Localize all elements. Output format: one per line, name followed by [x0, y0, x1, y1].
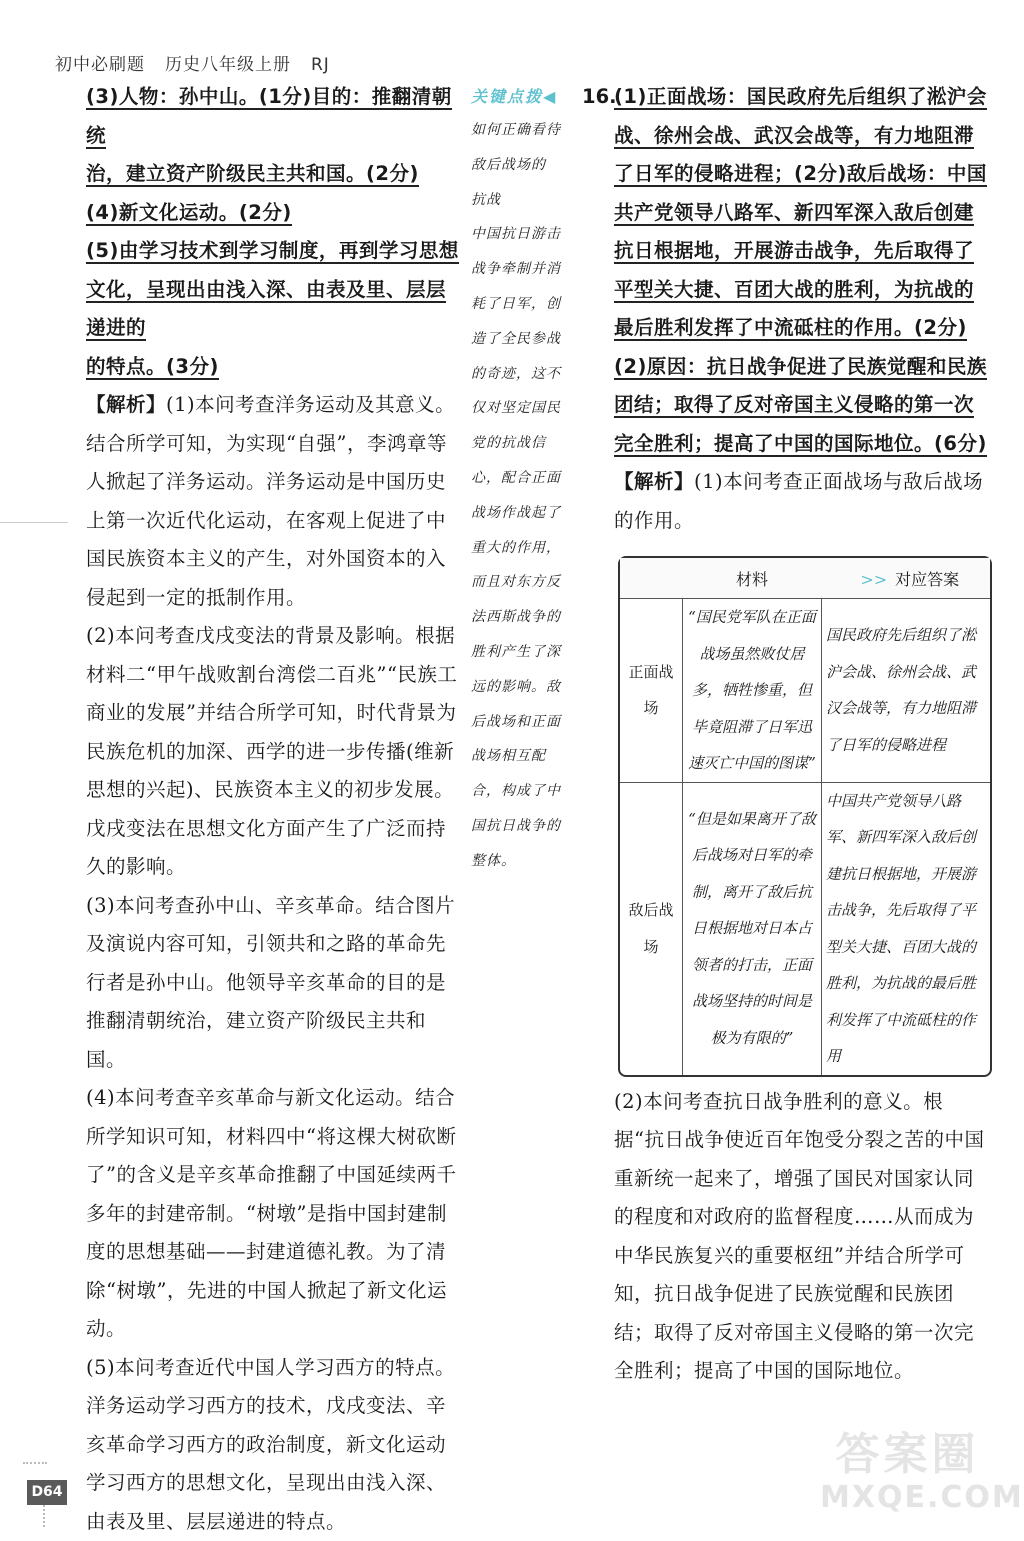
row-material: “但是如果离开了敌后战场对日军的牵制，离开了敌后抗日根据地对日本占领者的打击，正面战场坚持的时间是极为有限的”	[683, 782, 822, 1075]
key-tip-line: 战场相互配	[471, 739, 589, 774]
key-tip-line: 敌后战场的	[471, 148, 589, 183]
series-name: 初中必刷题	[55, 55, 145, 75]
analysis-4: (4)本问考查辛亥革命与新文化运动。结合所学知识可知，材料四中“将这棵大树砍断了”的含义是辛亥革命推翻了中国延续两千多年的封建帝制。“树墩”是指中国封建制度的思想基础——封建道德礼教。为了清除“树墩”，先进的中国人掀起了新文化运动。	[86, 1079, 464, 1349]
page-header	[55, 50, 330, 75]
key-tip-line: 如何正确看待	[471, 113, 589, 148]
key-tip-line: 造了全民参战	[471, 322, 589, 357]
decorative-dots	[43, 1505, 45, 1527]
key-tip-title: 关键点拨◀	[471, 84, 589, 107]
analysis-5: (5)本问考查近代中国人学习西方的特点。洋务运动学习西方的技术，戊戌变法、辛亥革命学习西方的政治制度，新文化运动学习西方的思想文化，呈现出由浅入深、由表及里、层层递进的特点。	[86, 1349, 464, 1541]
analysis-2: (2)本问考查戊戌变法的背景及影响。根据材料二“甲午战败割台湾偿二百兆”“民族工商业的发展”并结合所学可知，时代背景为民族危机的加深、西学的进一步传播(维新思想的兴起)、民族资本主义的初步发展。戊戌变法在思想文化方面产生了广泛而持久的影响。	[86, 617, 464, 887]
key-tip-line: 中国抗日游击	[471, 217, 589, 252]
answer-3: (3)人物：孙中山。(1分)目的：推翻清朝统 治，建立资产阶级民主共和国。(2分)	[86, 78, 464, 194]
key-tip-line: 整体。	[471, 844, 589, 879]
question-number: 16.	[582, 78, 617, 117]
header-answer: >> 对应答案	[822, 558, 991, 599]
key-tip-line: 心，配合正面	[471, 461, 589, 496]
table-row	[620, 599, 990, 783]
watermark-logo: 答案圈 MXQE.COM	[820, 1430, 995, 1525]
key-tip-line: 胜利产生了深	[471, 635, 589, 670]
margin-rule	[0, 522, 68, 523]
answer-16-1: (1)正面战场：国民政府先后组织了淞沪会战、徐州会战、武汉会战等，有力地阻滞了日军的侵略进程；(2分)敌后战场：中国共产党领导八路军、新四军深入敌后创建抗日根据地，开展游击战争，先后取得了平型关大捷、百团大战的胜利，为抗战的最后胜利发挥了中流砥柱的作用。(2分)	[614, 78, 992, 348]
answer-16-2: (2)原因：抗日战争促进了民族觉醒和民族团结；取得了反对帝国主义侵略的第一次完全胜利；提高了中国的国际地位。(6分)	[614, 348, 992, 464]
comparison-table	[618, 556, 992, 1077]
edition: RJ	[311, 55, 330, 75]
answer-4: (4)新文化运动。(2分)	[86, 194, 464, 233]
analysis-tag: 【解析】	[86, 393, 166, 416]
key-tip-line: 国抗日战争的	[471, 809, 589, 844]
table-row	[620, 782, 990, 1075]
header-material: 材料	[683, 558, 822, 599]
analysis-16-1: 【解析】(1)本问考查正面战场与敌后战场的作用。	[614, 463, 992, 540]
key-tip-line: 远的影响。敌	[471, 670, 589, 705]
right-column	[614, 78, 992, 1391]
left-column	[86, 78, 464, 1541]
analysis-1: 【解析】(1)本问考查洋务运动及其意义。结合所学可知，为实现“自强”，李鸿章等人掀起了洋务运动。洋务运动是中国历史上第一次近代化运动，在客观上促进了中国民族资本主义的产生，对外国资本的入侵起到一定的抵制作用。	[86, 386, 464, 617]
table-corner	[620, 558, 683, 599]
double-chevron-icon: >>	[860, 570, 887, 589]
page-number: D64	[27, 1480, 67, 1505]
analysis-16-2: (2)本问考查抗日战争胜利的意义。根据“抗日战争使近百年饱受分裂之苦的中国重新统一起来了，增强了国民对国家认同的程度和对政府的监督程度……从而成为中华民族复兴的重要枢纽”并结合所学可知，抗日战争促进了民族觉醒和民族团结；取得了反对帝国主义侵略的第一次完全胜利；提高了中国的国际地位。	[614, 1083, 992, 1391]
key-tip-line: 党的抗战信	[471, 426, 589, 461]
row-name: 正面战场	[620, 599, 683, 783]
row-answer: 国民政府先后组织了淞沪会战、徐州会战、武汉会战等，有力地阻滞了日军的侵略进程	[822, 599, 991, 783]
row-answer: 中国共产党领导八路军、新四军深入敌后创建抗日根据地，开展游击战争，先后取得了平型关大捷、百团大战的胜利，为抗战的最后胜利发挥了中流砥柱的作用	[822, 782, 991, 1075]
key-tip-line: 战场作战起了	[471, 496, 589, 531]
key-tip-line: 抗战	[471, 183, 589, 218]
key-tip-line: 的奇迹，这不	[471, 357, 589, 392]
key-tip-line: 重大的作用，	[471, 531, 589, 566]
key-tip-line: 战争牵制并消	[471, 252, 589, 287]
key-tip-line: 法西斯战争的	[471, 600, 589, 635]
answer-5: (5)由学习技术到学习制度，再到学习思想 文化，呈现出由浅入深、由表及里、层层递进的 的特点。(3分)	[86, 232, 464, 386]
key-tip-line: 而且对东方反	[471, 565, 589, 600]
row-name: 敌后战场	[620, 782, 683, 1075]
row-material: “国民党军队在正面战场虽然败仗居多，牺牲惨重，但毕竟阻滞了日军迅速灭亡中国的图谋”	[683, 599, 822, 783]
key-tip-line: 耗了日军，创	[471, 287, 589, 322]
key-tip-line: 合，构成了中	[471, 774, 589, 809]
analysis-3: (3)本问考查孙中山、辛亥革命。结合图片及演说内容可知，引领共和之路的革命先行者是孙中山。他领导辛亥革命的目的是推翻清朝统治，建立资产阶级民主共和国。	[86, 887, 464, 1080]
key-tip-line: 仅对坚定国民	[471, 391, 589, 426]
key-tip-body	[471, 113, 589, 879]
book-name: 历史八年级上册	[165, 55, 291, 75]
key-tip-sidebar	[471, 84, 589, 879]
decorative-dots	[23, 1462, 47, 1464]
key-tip-line: 后战场和正面	[471, 705, 589, 740]
